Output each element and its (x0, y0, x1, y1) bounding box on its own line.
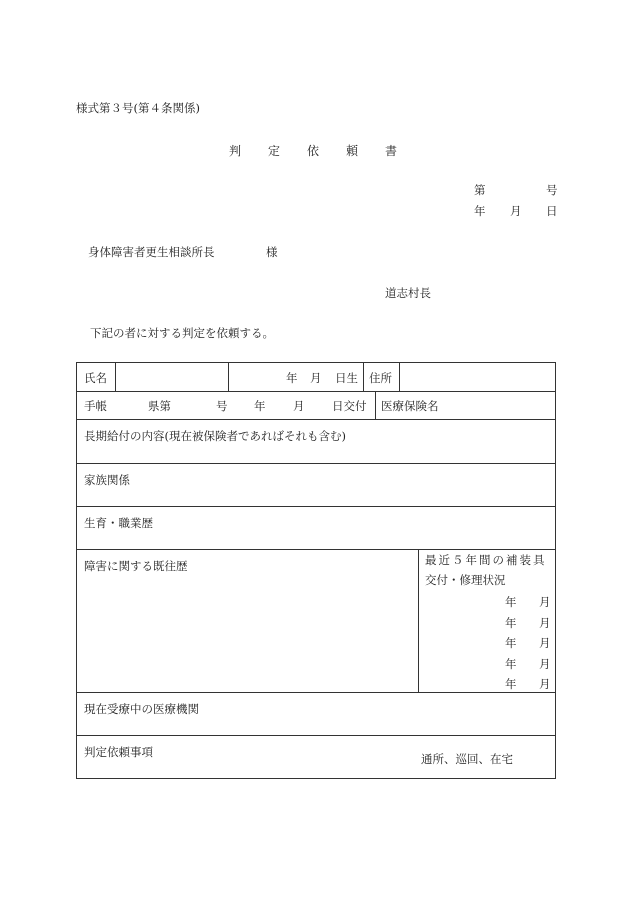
number-go: 号 (546, 183, 558, 197)
issue-day-label: 日交付 (332, 399, 367, 413)
equipment-title-line1: 最近５年間の補装具 (425, 553, 547, 567)
family-label: 家族関係 (84, 473, 130, 487)
row-divider (77, 735, 555, 736)
name-label: 氏名 (84, 371, 107, 385)
col-divider (375, 391, 376, 419)
request-text: 下記の者に対する判定を依頼する。 (90, 326, 274, 340)
row-divider (77, 692, 555, 693)
long-term-benefits-label: 長期給付の内容(現在被保険者であればそれも含む) (84, 429, 346, 443)
equipment-month: 月 (539, 636, 551, 650)
prefecture-number-label: 県第 (148, 399, 171, 413)
col-divider (418, 549, 419, 692)
issue-month-label: 月 (293, 399, 305, 413)
row-divider (77, 549, 555, 550)
number-dai: 第 (474, 183, 486, 197)
date-day: 日 (546, 204, 558, 218)
equipment-title-line2: 交付・修理状況 (425, 573, 506, 587)
birth-month-label: 月 (310, 371, 322, 385)
row-divider (77, 391, 555, 392)
techo-label: 手帳 (84, 399, 107, 413)
equipment-year: 年 (505, 657, 517, 671)
equipment-year: 年 (505, 636, 517, 650)
addressee-honorific: 様 (266, 245, 278, 259)
birth-day-label: 日生 (335, 371, 358, 385)
insurance-label: 医療保険名 (381, 399, 439, 413)
current-medical-label: 現在受療中の医療機関 (84, 702, 199, 716)
request-form-table (76, 362, 556, 779)
equipment-year: 年 (505, 616, 517, 630)
form-number: 様式第３号(第４条関係) (76, 101, 200, 115)
issue-year-label: 年 (254, 399, 266, 413)
equipment-year: 年 (505, 595, 517, 609)
sender: 道志村長 (385, 286, 431, 300)
document-title: 判定依頼書 (229, 144, 425, 158)
equipment-month: 月 (539, 657, 551, 671)
career-label: 生育・職業歴 (84, 516, 153, 530)
row-divider (77, 463, 555, 464)
equipment-month: 月 (539, 677, 551, 691)
request-options: 通所、巡回、在宅 (421, 752, 513, 766)
col-divider (363, 363, 364, 391)
request-items-label: 判定依頼事項 (84, 745, 153, 759)
birth-year-label: 年 (286, 371, 298, 385)
equipment-month: 月 (539, 595, 551, 609)
col-divider (399, 363, 400, 391)
col-divider (115, 363, 116, 391)
equipment-year: 年 (505, 677, 517, 691)
date-year: 年 (474, 204, 486, 218)
row-divider (77, 506, 555, 507)
row-divider (77, 419, 555, 420)
addressee: 身体障害者更生相談所長 (88, 245, 215, 259)
address-field[interactable] (401, 365, 551, 389)
equipment-month: 月 (539, 616, 551, 630)
col-divider (228, 363, 229, 391)
name-field[interactable] (117, 365, 225, 389)
date-month: 月 (510, 204, 522, 218)
address-label: 住所 (369, 371, 392, 385)
history-label: 障害に関する既往歴 (84, 559, 188, 573)
go-label: 号 (216, 399, 228, 413)
